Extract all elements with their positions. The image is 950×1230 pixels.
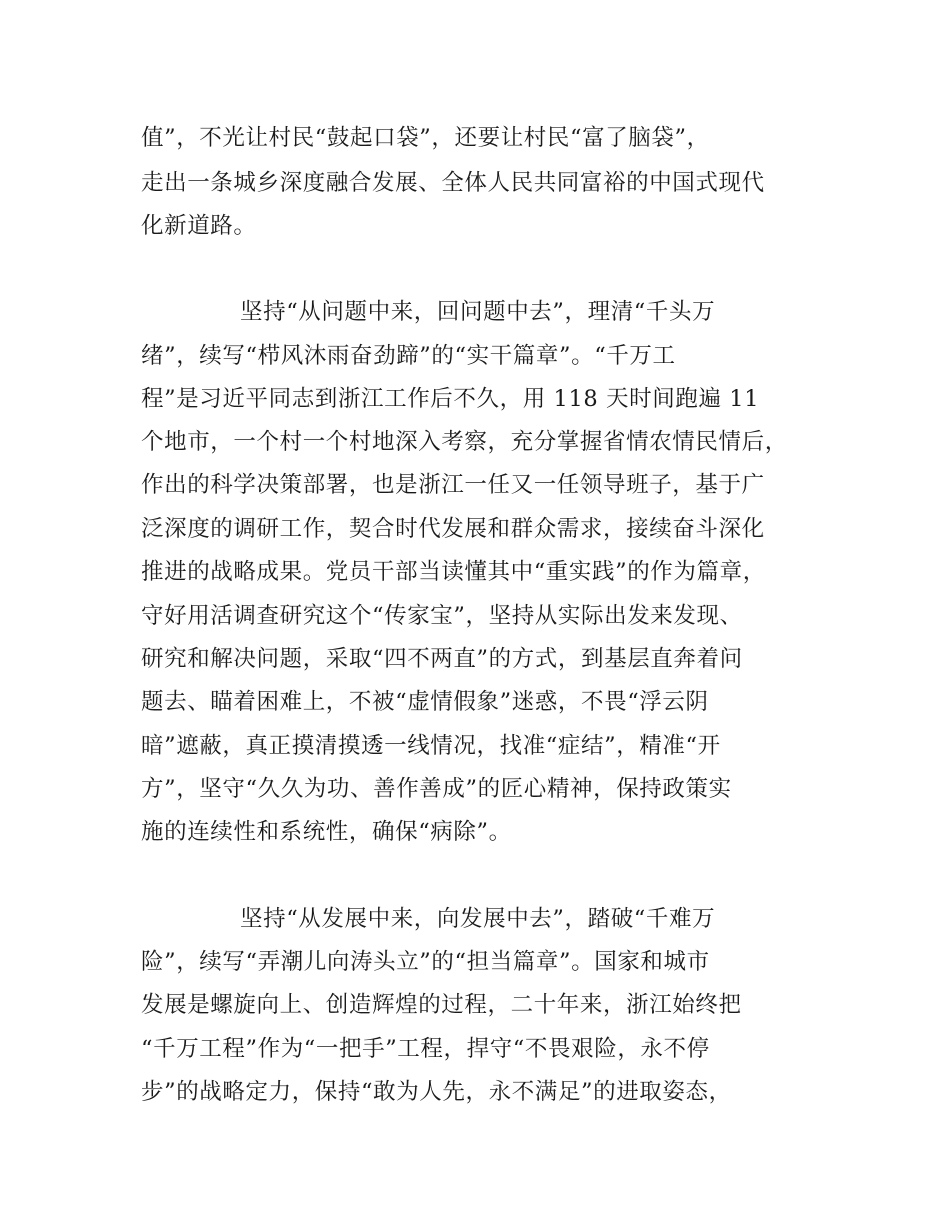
paragraph-first-line: 坚持“从问题中来，回问题中去”，理清“千头万: [240, 299, 716, 325]
text-line: 发展是螺旋向上、创造辉煌的过程，二十年来，浙江始终把: [141, 992, 742, 1018]
text-line: 化新道路。: [141, 213, 257, 239]
text-line: 泛深度的调研工作，契合时代发展和群众需求，接续奋斗深化: [141, 516, 765, 542]
text-line: 守好用活调查研究这个“传家宝”，坚持从实际出发来发现、: [141, 603, 743, 629]
text-line: 方”，坚守“久久为功、善作善成”的匠心精神，保持政策实: [141, 776, 732, 802]
text-line: 程”是习近平同志到浙江工作后不久，用 118 天时间跑遍 11: [141, 386, 760, 412]
text-line: 值”，不光让村民“鼓起口袋”，还要让村民“富了脑袋”，: [141, 125, 710, 151]
paragraph-first-line: 坚持“从发展中来，向发展中去”，踏破“千难万: [240, 906, 716, 932]
text-line: 绪”，续写“栉风沐雨奋劲蹄”的“实干篇章”。“千万工: [141, 343, 676, 369]
text-line: “千万工程”作为“一把手”工程，捍守“不畏艰险，永不停: [141, 1036, 710, 1062]
text-line: 暗”遮蔽，真正摸清摸透一线情况，找准“症结”，精准“开: [141, 733, 721, 759]
text-line: 研究和解决问题，采取“四不两直”的方式，到基层直奔着问: [141, 646, 743, 672]
text-line: 个地市，一个村一个村地深入考察，充分掌握省情农情民情后，: [141, 429, 788, 455]
text-line: 步”的战略定力，保持“敢为人先，永不满足”的进取姿态，: [141, 1079, 732, 1105]
text-line: 题去、瞄着困难上，不被“虚情假象”迷惑，不畏“浮云阴: [141, 689, 709, 715]
text-line: 作出的科学决策部署，也是浙江一任又一任领导班子，基于广: [141, 472, 765, 498]
text-line: 险”，续写“弄潮儿向涛头立”的“担当篇章”。国家和城市: [141, 949, 710, 975]
text-line: 施的连续性和系统性，确保“病除”。: [141, 819, 512, 845]
text-line: 走出一条城乡深度融合发展、全体人民共同富裕的中国式现代: [141, 170, 765, 196]
text-line: 推进的战略成果。党员干部当读懂其中“重实践”的作为篇章，: [141, 559, 766, 585]
